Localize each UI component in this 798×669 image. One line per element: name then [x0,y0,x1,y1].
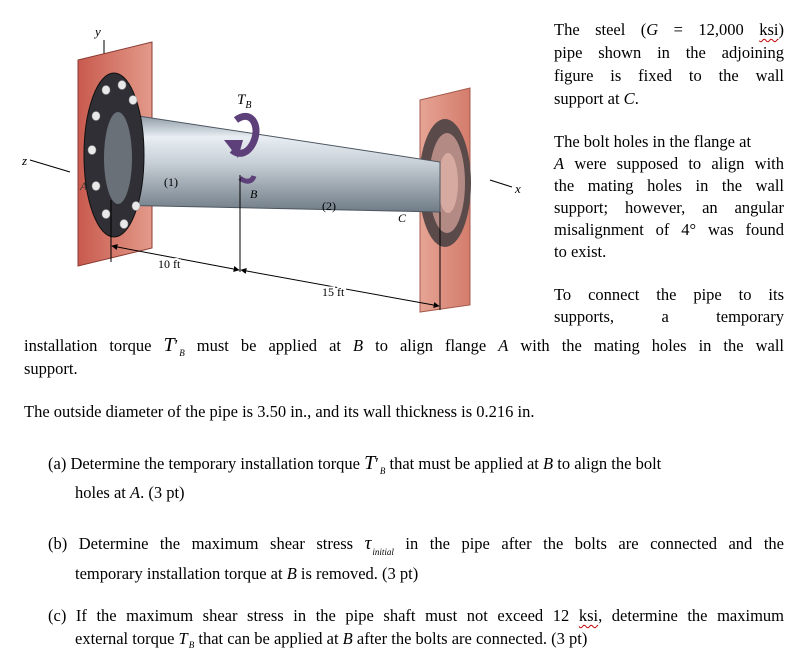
label-z: z [22,153,28,168]
installation-line-2: support. [24,359,78,378]
label-A: A [80,179,88,193]
bolt-line-3: the mating holes in the wall [554,176,784,195]
intro-line-4: support at C. [554,89,639,108]
pipe-figure [0,0,550,335]
z-axis-line [30,160,70,172]
bolt-line-5: misalignment of 4° was found [554,220,784,239]
question-c-line-1: (c) If the maximum shear stress in the pipe shaft must not exceed 12 ksi, determine the maximum [48,606,784,625]
pipe-body [112,112,440,212]
question-b-line-2: temporary installation torque at B is removed. (3 pt) [75,564,419,583]
label-dim2: 15 ft [322,285,345,299]
x-axis-line [490,180,512,187]
question-a-line-1: (a) Determine the temporary installation torque $T'_B$ that must be applied at B to align the bolt [48,452,662,476]
intro-line-3: figure is fixed to the wall [554,66,784,85]
label-seg2: (2) [322,199,336,213]
pipe-dimensions: The outside diameter of the pipe is 3.50 in., and its wall thickness is 0.216 in. [24,402,535,421]
bolt-line-2: A were supposed to align with [554,154,784,173]
intro-line-1: The steel (G = 12,000 ksi) [554,20,784,39]
label-TB: $T_B$ [237,92,252,111]
bolt-line-6: to exist. [554,242,607,261]
installation-line-1: installation torque $T'_B$ must be applied at B to align flange A with the mating holes in the wall [24,334,785,358]
bolt-line-4: support; however, an angular [554,198,784,217]
bolt-line-1: The bolt holes in the flange at [554,132,752,151]
label-C: C [398,211,407,225]
question-a-line-2: holes at A. (3 pt) [75,483,185,502]
connect-line-2: supports, a temporary [554,307,784,326]
label-dim1: 10 ft [158,257,181,271]
right-flange-bore [438,153,458,213]
left-flange-hub [104,112,132,204]
label-x: x [515,181,521,196]
question-c-line-2: external torque $T_B$ that can be applied at B after the bolts are connected. (3 pt) [75,629,588,650]
connect-line-1: To connect the pipe to its [554,285,784,304]
label-y: y [95,24,101,39]
intro-line-2: pipe shown in the adjoining [554,43,784,62]
label-seg1: (1) [164,175,178,189]
question-b-line-1: (b) Determine the maximum shear stress $\tau_{initial}$ in the pipe after the bolts are connected and the [48,533,784,557]
label-B: B [250,187,258,201]
